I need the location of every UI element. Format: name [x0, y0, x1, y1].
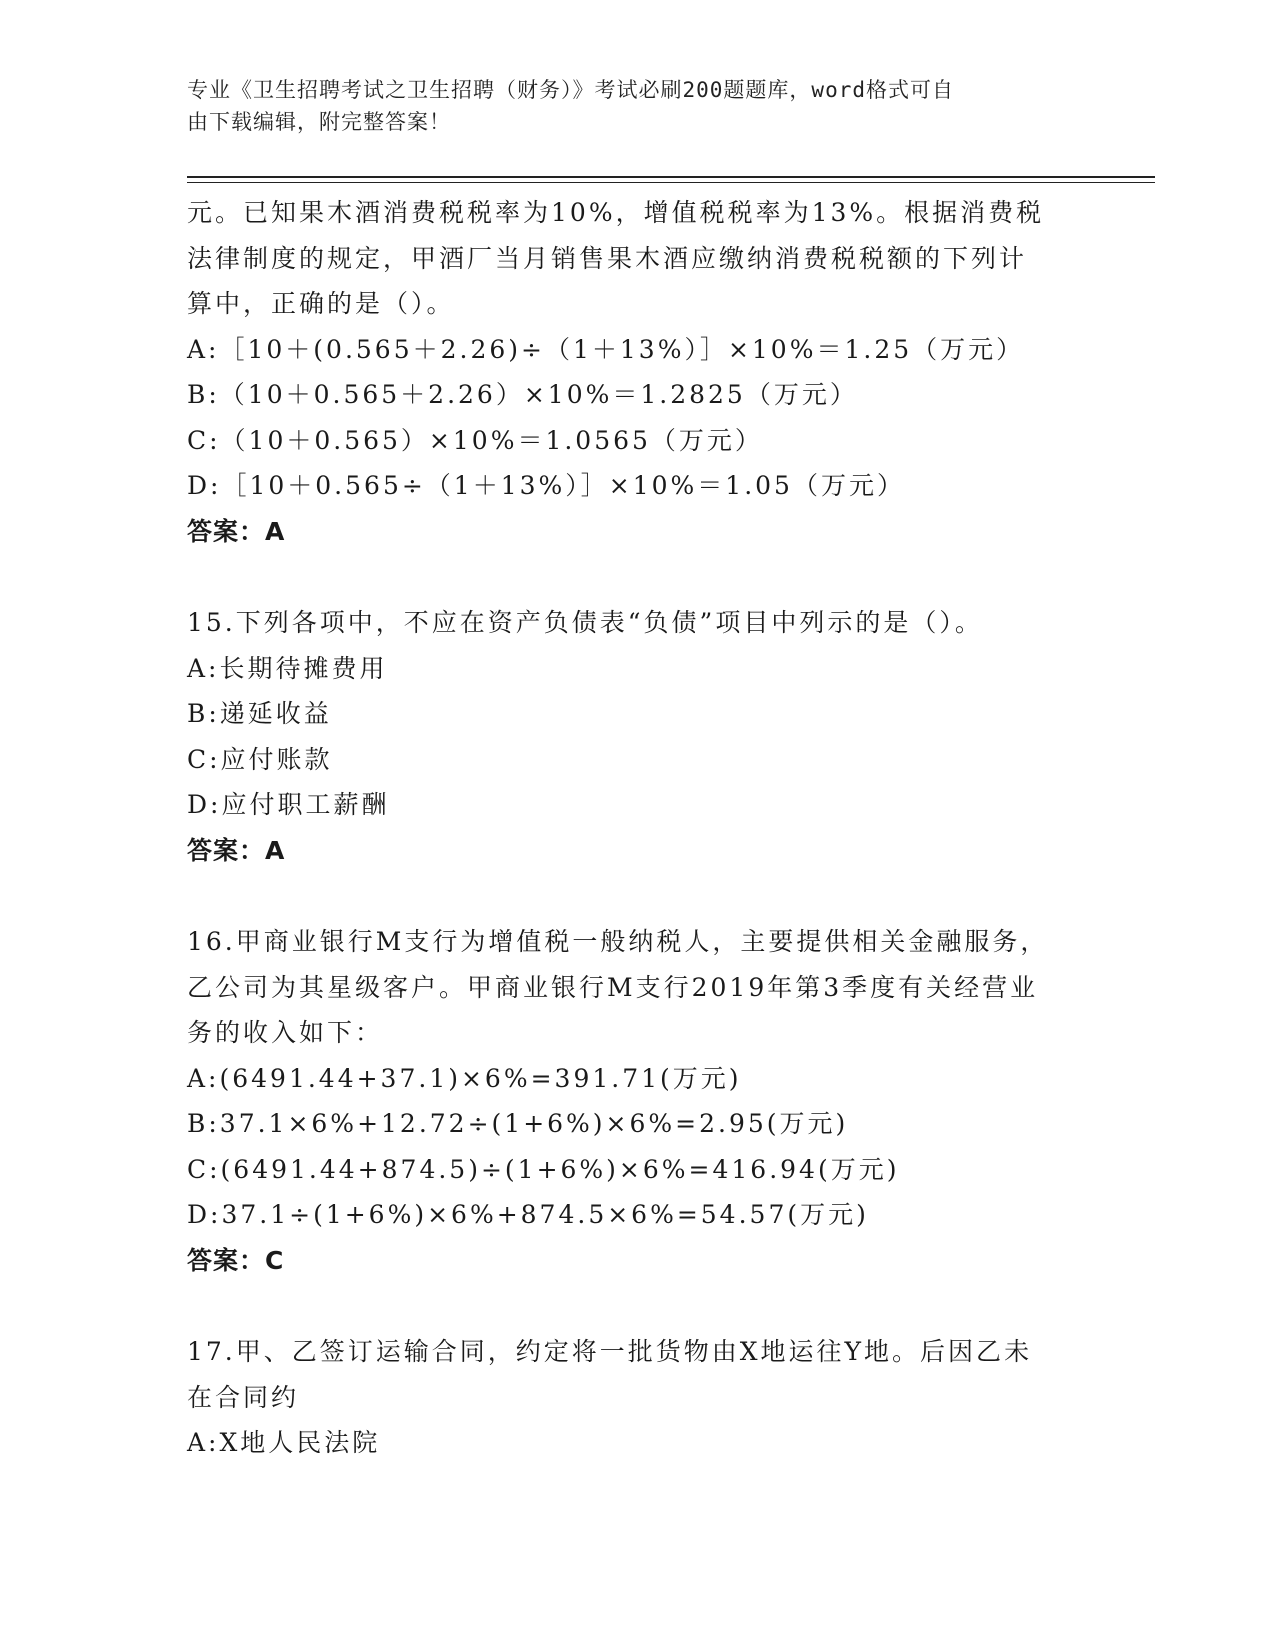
- header-divider-thin: [187, 182, 1155, 183]
- question-15: [187, 600, 1087, 873]
- question-text-line: 15.下列各项中，不应在资产负债表“负债”项目中列示的是（）。: [187, 608, 983, 637]
- header-line-2: 由下载编辑，附完整答案！: [187, 110, 451, 134]
- question-text-line: 乙公司为其星级客户。甲商业银行M支行2019年第3季度有关经营业: [187, 972, 1039, 1002]
- question-text-line: 元。已知果木酒消费税税率为10%，增值税税率为13%。根据消费税: [187, 198, 1045, 227]
- spacer: [187, 554, 1087, 600]
- option-d: D:37.1÷(1+6%)×6%+874.5×6%=54.57(万元): [187, 1200, 869, 1229]
- option-d: D:［10＋0.565÷（1＋13%）］×10%＝1.05（万元）: [187, 471, 905, 500]
- option-b: B:（10＋0.565＋2.26）×10%＝1.2825（万元）: [187, 380, 858, 409]
- option-a: A:［10＋(0.565＋2.26)÷（1＋13%）］×10%＝1.25（万元）: [187, 334, 1025, 364]
- answer: 答案：A: [187, 516, 286, 546]
- question-17: [187, 1329, 1087, 1466]
- question-text-line: 在合同约: [187, 1382, 300, 1412]
- option-b: B:递延收益: [187, 699, 332, 728]
- document-header: [187, 74, 1067, 138]
- question-text-line: 17.甲、乙签订运输合同，约定将一批货物由X地运往Y地。后因乙未: [187, 1337, 1033, 1366]
- answer: 答案：A: [187, 835, 286, 865]
- option-a: A:长期待摊费用: [187, 653, 388, 683]
- spacer: [187, 873, 1087, 919]
- question-text-line: 算中，正确的是（）。: [187, 289, 455, 318]
- option-c: C:（10＋0.565）×10%＝1.0565（万元）: [187, 425, 763, 455]
- answer: 答案：C: [187, 1245, 285, 1275]
- option-c: C:(6491.44+874.5)÷(1+6%)×6%=416.94(万元): [187, 1154, 900, 1184]
- question-16: [187, 919, 1087, 1283]
- option-a: A:X地人民法院: [187, 1428, 381, 1457]
- header-divider-thick: [187, 176, 1155, 178]
- question-text-line: 法律制度的规定，甲酒厂当月销售果木酒应缴纳消费税税额的下列计: [187, 243, 1028, 273]
- header-line-1: 专业《卫生招聘考试之卫生招聘（财务）》考试必刷200题题库，word格式可自: [187, 78, 954, 102]
- question-14: [187, 190, 1087, 554]
- question-text-line: 务的收入如下：: [187, 1018, 384, 1047]
- document-body: [187, 190, 1087, 1466]
- question-text-line: 16.甲商业银行M支行为增值税一般纳税人，主要提供相关金融服务，: [187, 927, 1049, 956]
- option-a: A:(6491.44+37.1)×6%=391.71(万元): [187, 1063, 742, 1093]
- option-d: D:应付职工薪酬: [187, 790, 390, 819]
- option-c: C:应付账款: [187, 744, 333, 774]
- option-b: B:37.1×6%+12.72÷(1+6%)×6%=2.95(万元): [187, 1109, 849, 1138]
- spacer: [187, 1283, 1087, 1329]
